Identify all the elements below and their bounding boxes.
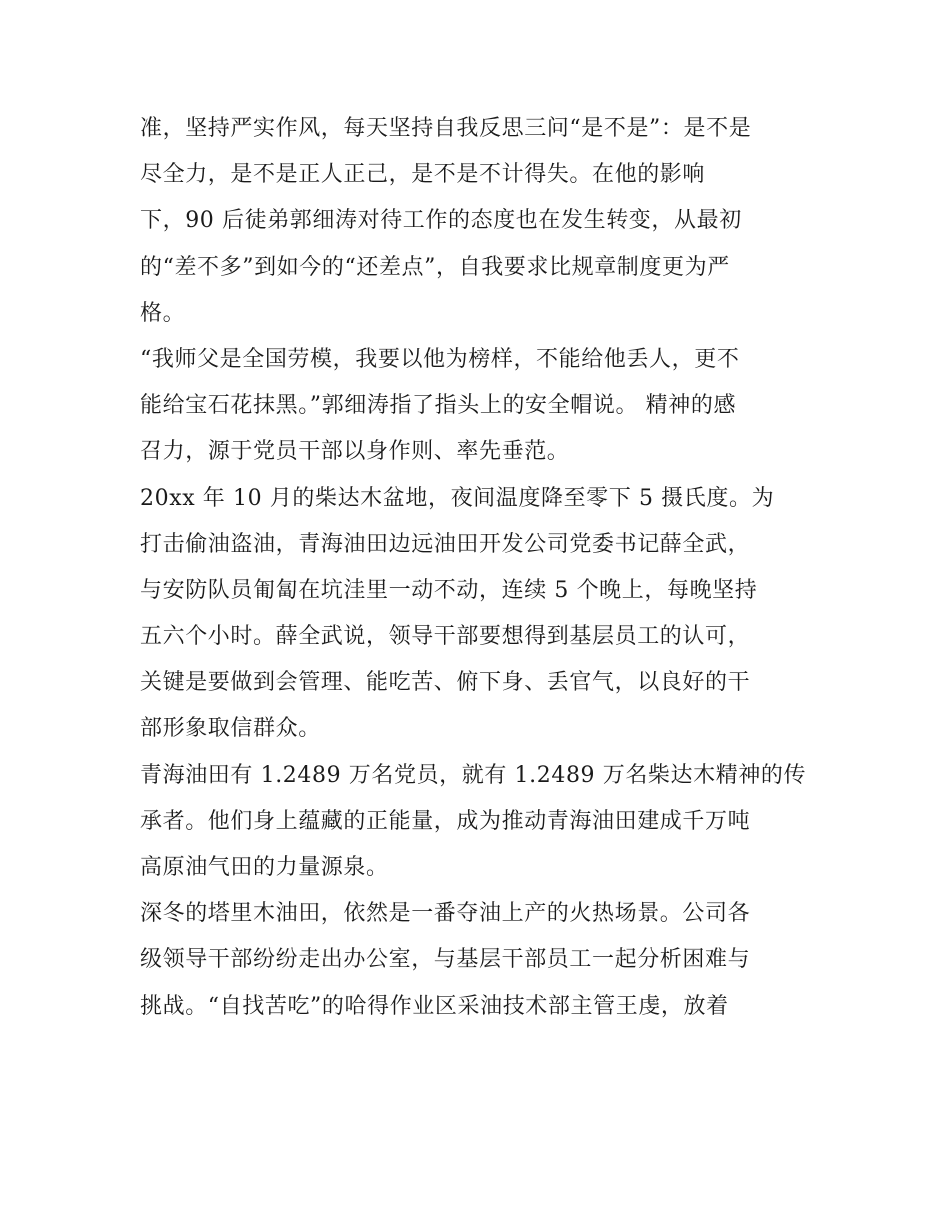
text-line: “我师父是全国劳模，我要以他为榜样，不能给他丢人，更不 <box>140 346 740 372</box>
text-line: 高原油气田的力量源泉。 <box>140 855 389 880</box>
text-line: 与安防队员匍匐在坑洼里一动不动，连续 5 个晚上，每晚坚持 <box>140 577 758 603</box>
text-line: 召力，源于党员干部以身作则、率先垂范。 <box>140 439 570 465</box>
text-line: 深冬的塔里木油田，依然是一番夺油上产的火热场景。公司各 <box>140 901 751 927</box>
text-line: 格。 <box>140 300 186 326</box>
text-line: 20xx 年 10 月的柴达木盆地，夜间温度降至零下 5 摄氏度。为 <box>140 485 775 511</box>
text-line: 打击偷油盗油，青海油田边远油田开发公司党委书记薛全武， <box>140 531 751 557</box>
text-line: 五六个小时。薛全武说，领导干部要想得到基层员工的认可， <box>140 624 751 650</box>
text-line: 准，坚持严实作风，每天坚持自我反思三问“是不是”：是不是 <box>140 116 752 141</box>
text-line: 的“差不多”到如今的“还差点”，自我要求比规章制度更为严 <box>140 254 730 280</box>
text-line: 下，90 后徒弟郭细涛对待工作的态度也在发生转变，从最初 <box>140 208 742 234</box>
document-body <box>140 106 820 1030</box>
text-line: 能给宝石花抹黑。”郭细涛指了指头上的安全帽说。 精神的感 <box>140 393 737 419</box>
text-line: 关键是要做到会管理、能吃苦、俯下身、丢官气，以良好的干 <box>140 670 751 696</box>
text-line: 尽全力，是不是正人正己，是不是不计得失。在他的影响 <box>140 162 706 188</box>
text-line: 级领导干部纷纷走出办公室，与基层干部员工一起分析困难与 <box>140 947 751 973</box>
text-line: 部形象取信群众。 <box>140 716 321 742</box>
text-line: 挑战。“自找苦吃”的哈得作业区采油技术部主管王虔，放着 <box>140 993 729 1019</box>
text-line: 承者。他们身上蕴藏的正能量，成为推动青海油田建成千万吨 <box>140 808 751 834</box>
text-line: 青海油田有 1.2489 万名党员，就有 1.2489 万名柴达木精神的传 <box>140 762 807 788</box>
